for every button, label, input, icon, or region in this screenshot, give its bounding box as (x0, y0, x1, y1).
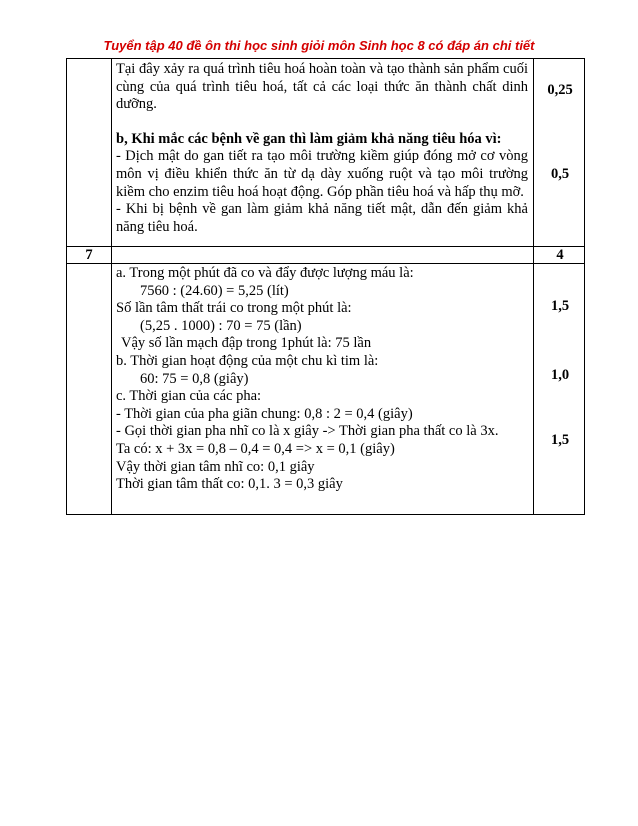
answer-line: - Gọi thời gian pha nhĩ co là x giây -> Thời gian pha thất co là 3x. (116, 423, 499, 440)
score-value: 0,25 (547, 82, 573, 98)
section-heading: b, Khi mắc các bệnh về gan thì làm giảm khả năng tiêu hóa vì: (116, 130, 502, 147)
total-score: 4 (556, 247, 564, 263)
paragraph: - Khi bị bệnh về gan làm giảm khả năng tiết mật, dẫn đến giảm khả năng tiêu hoá. (116, 201, 528, 235)
paragraph: - Dịch mật do gan tiết ra tạo môi trường kiềm giúp đóng mở cơ vòng môn vị điều khiển thức ăn từ dạ dày xuống ruột và tạo môi trường kiềm cho enzim tiêu hoá hoạt động. Góp phần tiêu hoá và hấp thụ mỡ. (116, 148, 528, 200)
content-cell (116, 61, 528, 236)
paragraph: Tại đây xảy ra quá trình tiêu hoá hoàn toàn và tạo thành sản phẩm cuối cùng của quá trình tiêu hoá, tất cả các loại thức ăn thành chất dinh dưỡng. (116, 61, 528, 113)
row-divider (67, 246, 584, 247)
question-number: 7 (85, 247, 93, 263)
content-cell (116, 265, 528, 494)
answer-line: - Thời gian của pha giãn chung: 0,8 : 2 = 0,4 (giây) (116, 405, 413, 422)
answer-line: Số lần tâm thất trái co trong một phút là: (116, 300, 352, 317)
answer-line: 60: 75 = 0,8 (giây) (140, 370, 249, 387)
column-divider (111, 59, 112, 514)
answer-line: a. Trong một phút đã co và đẩy được lượng máu là: (116, 265, 414, 281)
answer-line: 7560 : (24.60) = 5,25 (lít) (140, 282, 289, 299)
answer-line: c. Thời gian của các pha: (116, 388, 262, 405)
row-divider (67, 263, 584, 264)
score-value: 0,5 (550, 166, 570, 182)
answer-table (66, 58, 585, 515)
document-header: Tuyển tập 40 đề ôn thi học sinh giỏi môn Sinh học 8 có đáp án chi tiết (103, 38, 535, 53)
score-value: 1,0 (550, 367, 570, 383)
score-value: 1,5 (550, 298, 570, 314)
answer-line: Vậy thời gian tâm nhĩ co: 0,1 giây (116, 458, 315, 475)
score-value: 1,5 (550, 432, 570, 448)
answer-line: (5,25 . 1000) : 70 = 75 (lần) (140, 317, 302, 334)
answer-line: b. Thời gian hoạt động của một chu kì tim là: (116, 352, 379, 369)
answer-line: Thời gian tâm thất co: 0,1. 3 = 0,3 giây (116, 476, 343, 493)
answer-line: Ta có: x + 3x = 0,8 – 0,4 = 0,4 => x = 0,1 (giây) (116, 440, 395, 457)
answer-line: Vậy số lần mạch đập trong 1phút là: 75 lần (121, 335, 372, 352)
